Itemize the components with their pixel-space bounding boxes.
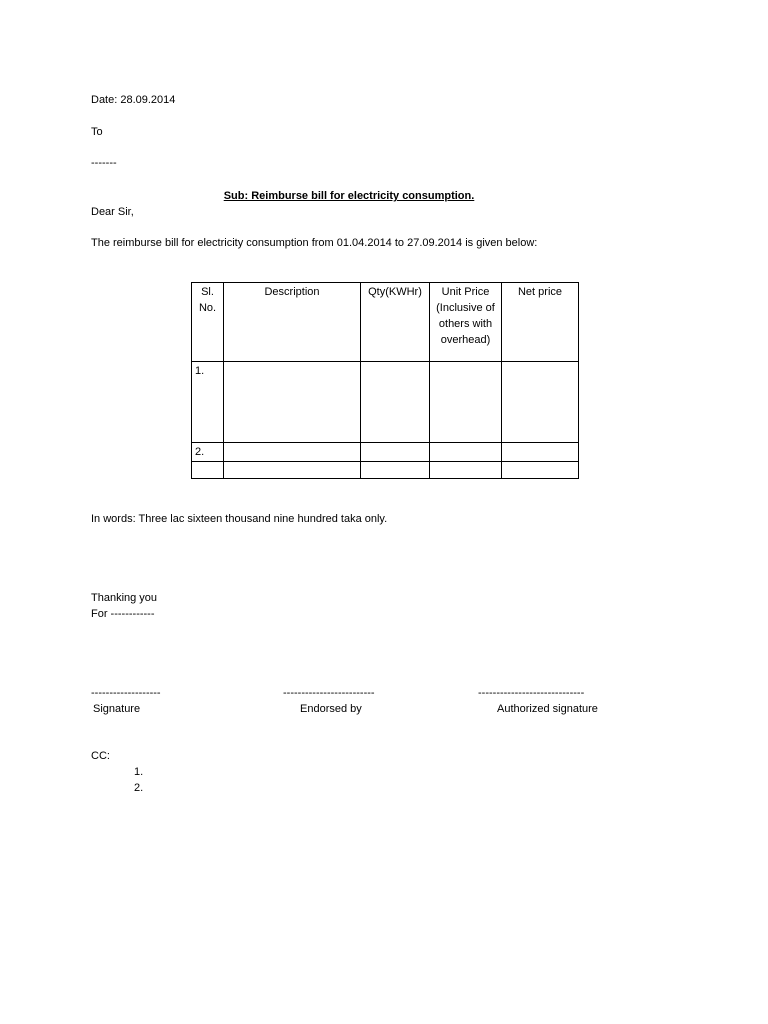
cell-qty bbox=[361, 443, 430, 462]
cell-qty bbox=[361, 362, 430, 443]
cell-description bbox=[224, 443, 361, 462]
table-row bbox=[192, 362, 579, 443]
cell-sl: 1. bbox=[192, 362, 224, 443]
endorsed-line: ------------------------- bbox=[283, 687, 375, 699]
header-net-price: Net price bbox=[502, 283, 579, 362]
cell-qty bbox=[361, 462, 430, 479]
endorsed-label: Endorsed by bbox=[300, 703, 362, 715]
cc-item: 2. bbox=[134, 782, 144, 794]
header-qty: Qty(KWHr) bbox=[361, 283, 430, 362]
cell-unit-price bbox=[430, 443, 502, 462]
cell-net-price bbox=[502, 362, 579, 443]
salutation: Dear Sir, bbox=[91, 206, 134, 218]
table-row bbox=[192, 462, 579, 479]
bill-table bbox=[191, 282, 579, 479]
recipient-label: To bbox=[91, 126, 103, 138]
recipient-placeholder: ------- bbox=[91, 157, 117, 169]
cell-net-price bbox=[502, 443, 579, 462]
cell-unit-price bbox=[430, 462, 502, 479]
header-unit-price: Unit Price (Inclusive of others with overhead) bbox=[430, 283, 502, 362]
authorized-label: Authorized signature bbox=[497, 703, 598, 715]
cell-sl: 2. bbox=[192, 443, 224, 462]
cell-sl bbox=[192, 462, 224, 479]
authorized-line: ----------------------------- bbox=[478, 687, 585, 699]
closing-thanks: Thanking you bbox=[91, 592, 158, 604]
table-header-row bbox=[192, 283, 579, 362]
cell-net-price bbox=[502, 462, 579, 479]
cc-item: 1. bbox=[134, 766, 144, 778]
header-description: Description bbox=[224, 283, 361, 362]
table-row bbox=[192, 443, 579, 462]
signature-label: Signature bbox=[93, 703, 141, 715]
cell-unit-price bbox=[430, 362, 502, 443]
letter-subject: Sub: Reimburse bill for electricity consumption. bbox=[223, 190, 475, 202]
amount-in-words: In words: Three lac sixteen thousand nine hundred taka only. bbox=[91, 513, 388, 525]
intro-text: The reimburse bill for electricity consumption from 01.04.2014 to 27.09.2014 is given below: bbox=[91, 237, 538, 249]
signature-line: ------------------- bbox=[91, 687, 161, 699]
cell-description bbox=[224, 462, 361, 479]
letter-date: Date: 28.09.2014 bbox=[91, 94, 176, 106]
header-sl-no: Sl. No. bbox=[192, 283, 224, 362]
closing-for-line: For ------------ bbox=[91, 608, 155, 620]
cell-description bbox=[224, 362, 361, 443]
cc-label: CC: bbox=[91, 750, 110, 762]
